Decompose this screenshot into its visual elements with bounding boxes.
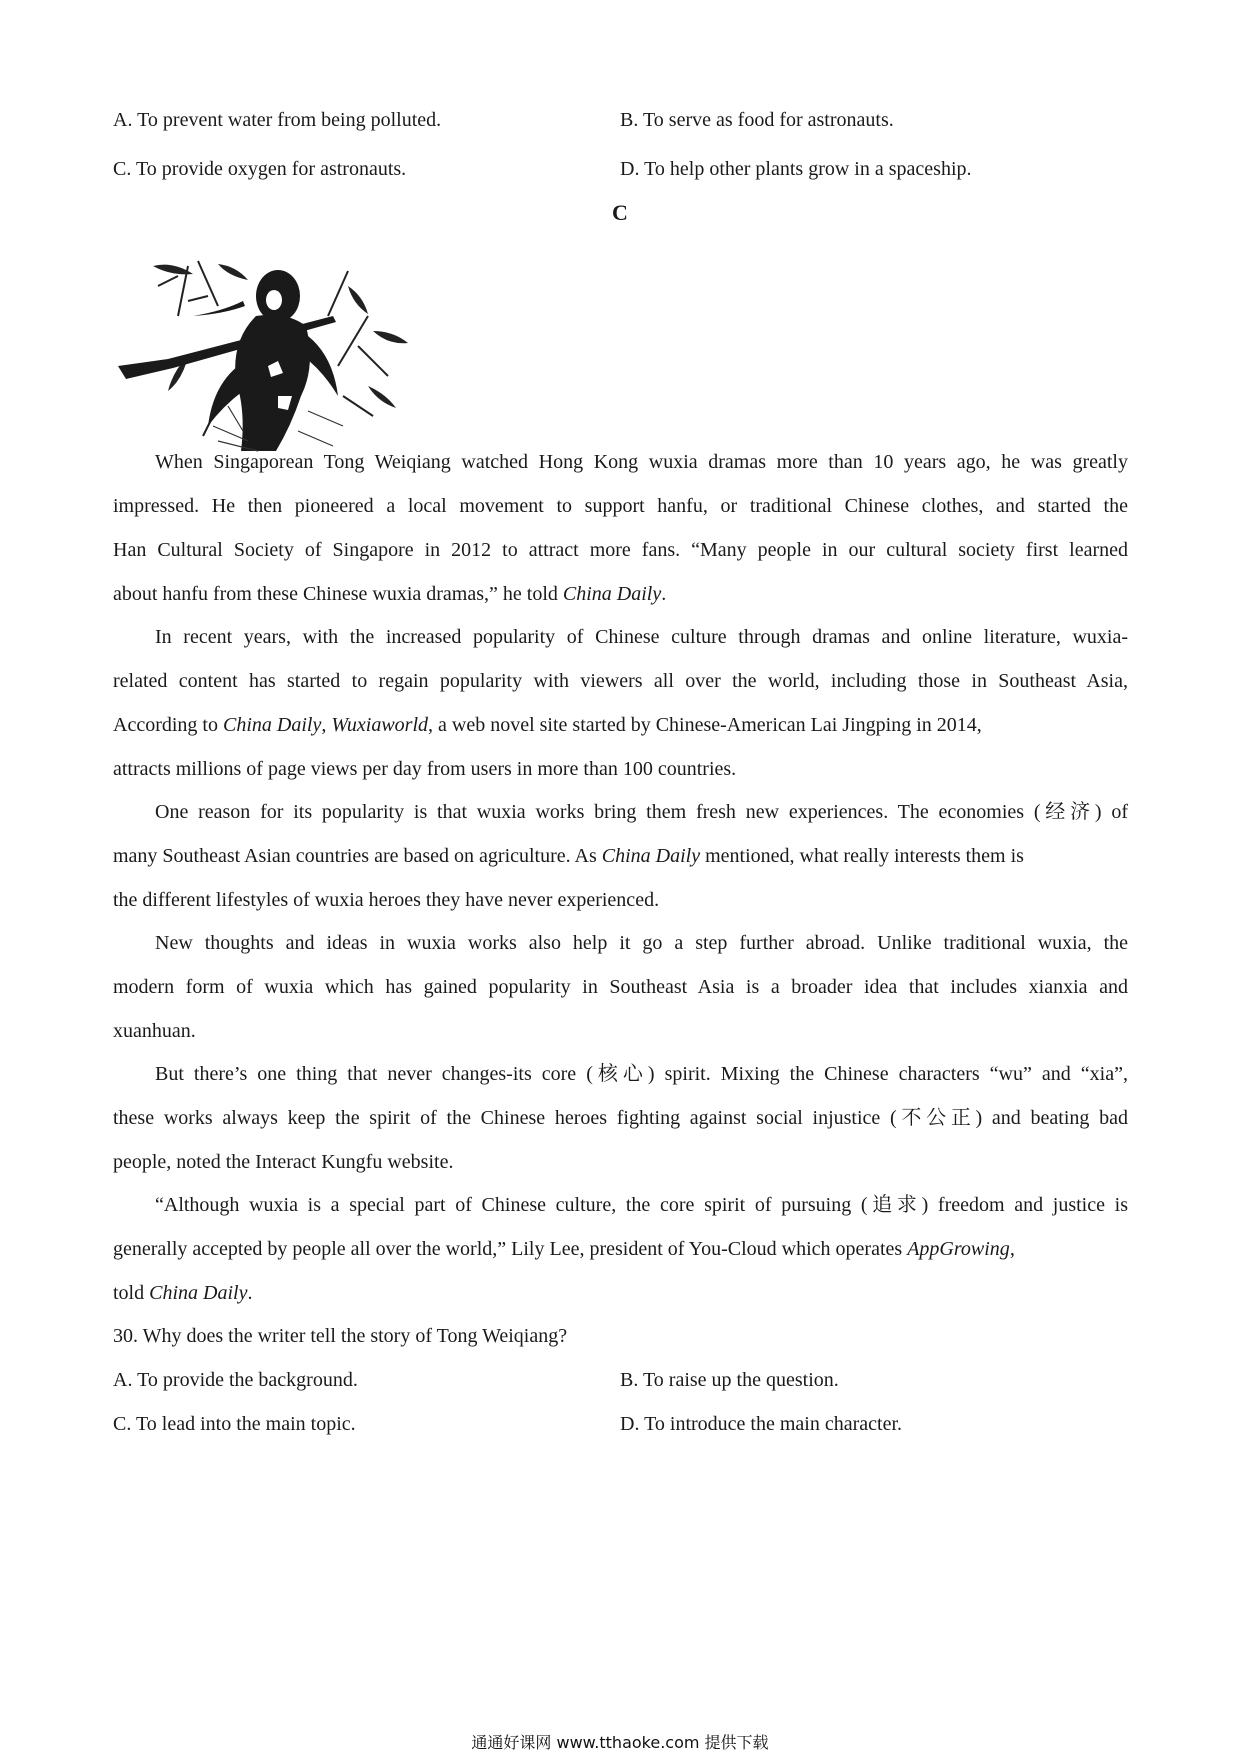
passage-p5-line2: these works always keep the spirit of the Chinese heroes fighting against social injustice (不公正) and beating bad bbox=[113, 1107, 1128, 1129]
wuxia-swordsman-icon bbox=[118, 256, 423, 456]
q30-option-b: B. To raise up the question. bbox=[620, 1369, 839, 1391]
website-name: Wuxiaworld bbox=[331, 714, 428, 736]
passage-p4-line1: New thoughts and ideas in wuxia works also help it go a step further abroad. Unlike traditional wuxia, the bbox=[155, 932, 1128, 954]
page-footer: 通通好课网 www.tthaoke.com 提供下载 bbox=[471, 1733, 769, 1752]
passage-p4-line3: xuanhuan. bbox=[113, 1020, 196, 1042]
passage-p2-line3: According to China Daily, Wuxiaworld, a web novel site started by Chinese-American Lai Jingping in 2014, bbox=[113, 714, 982, 736]
passage-p3-line2: many Southeast Asian countries are based on agriculture. As China Daily mentioned, what really interests them is bbox=[113, 845, 1024, 867]
newspaper-name: China Daily bbox=[562, 583, 662, 605]
q30-option-d: D. To introduce the main character. bbox=[620, 1413, 903, 1435]
newspaper-name: China Daily bbox=[601, 845, 701, 867]
passage-p6-line2: generally accepted by people all over the world,” Lily Lee, president of You-Cloud which operates AppGrowing, bbox=[113, 1238, 1015, 1260]
q29-option-d: D. To help other plants grow in a spaceship. bbox=[620, 158, 972, 180]
newspaper-name: China Daily bbox=[149, 1282, 248, 1304]
passage-p3-line1: One reason for its popularity is that wuxia works bring them fresh new experiences. The economies (经济) of bbox=[155, 801, 1128, 823]
passage-p3-line3: the different lifestyles of wuxia heroes they have never experienced. bbox=[113, 889, 660, 911]
passage-p4-line2: modern form of wuxia which has gained popularity in Southeast Asia is a broader idea that includes xianxia and bbox=[113, 976, 1128, 998]
q30-option-c: C. To lead into the main topic. bbox=[113, 1413, 356, 1435]
passage-p2-line2: related content has started to regain popularity with viewers all over the world, including those in Southeast Asia, bbox=[113, 670, 1128, 692]
passage-p1-line1: When Singaporean Tong Weiqiang watched Hong Kong wuxia dramas more than 10 years ago, he was greatly bbox=[155, 451, 1128, 473]
passage-p5-line1: But there’s one thing that never changes-its core (核心) spirit. Mixing the Chinese characters “wu” and “xia”, bbox=[155, 1063, 1128, 1085]
q29-option-a: A. To prevent water from being polluted. bbox=[113, 109, 442, 131]
section-heading-c: C bbox=[612, 200, 628, 225]
passage-p6-line3: told China Daily. bbox=[113, 1282, 253, 1304]
passage-p2-line4: attracts millions of page views per day from users in more than 100 countries. bbox=[113, 758, 737, 780]
q29-option-b: B. To serve as food for astronauts. bbox=[620, 109, 894, 131]
q30-option-a: A. To provide the background. bbox=[113, 1369, 358, 1391]
passage-p2-line1: In recent years, with the increased popularity of Chinese culture through dramas and online literature, wuxia- bbox=[155, 626, 1128, 648]
platform-name: AppGrowing bbox=[907, 1238, 1010, 1260]
passage-p1-line2: impressed. He then pioneered a local movement to support hanfu, or traditional Chinese clothes, and started the bbox=[113, 495, 1128, 517]
newspaper-name: China Daily bbox=[222, 714, 322, 736]
passage-p1-line4: about hanfu from these Chinese wuxia dramas,” he told China Daily. bbox=[113, 583, 667, 605]
passage-p5-line3: people, noted the Interact Kungfu website. bbox=[113, 1151, 454, 1173]
passage-p6-line1: “Although wuxia is a special part of Chinese culture, the core spirit of pursuing (追求) freedom and justice is bbox=[155, 1194, 1128, 1216]
q30-stem: 30. Why does the writer tell the story of Tong Weiqiang? bbox=[113, 1325, 568, 1347]
passage-p1-line3: Han Cultural Society of Singapore in 2012 to attract more fans. “Many people in our cultural society first learned bbox=[113, 539, 1128, 561]
q29-option-c: C. To provide oxygen for astronauts. bbox=[113, 158, 407, 180]
